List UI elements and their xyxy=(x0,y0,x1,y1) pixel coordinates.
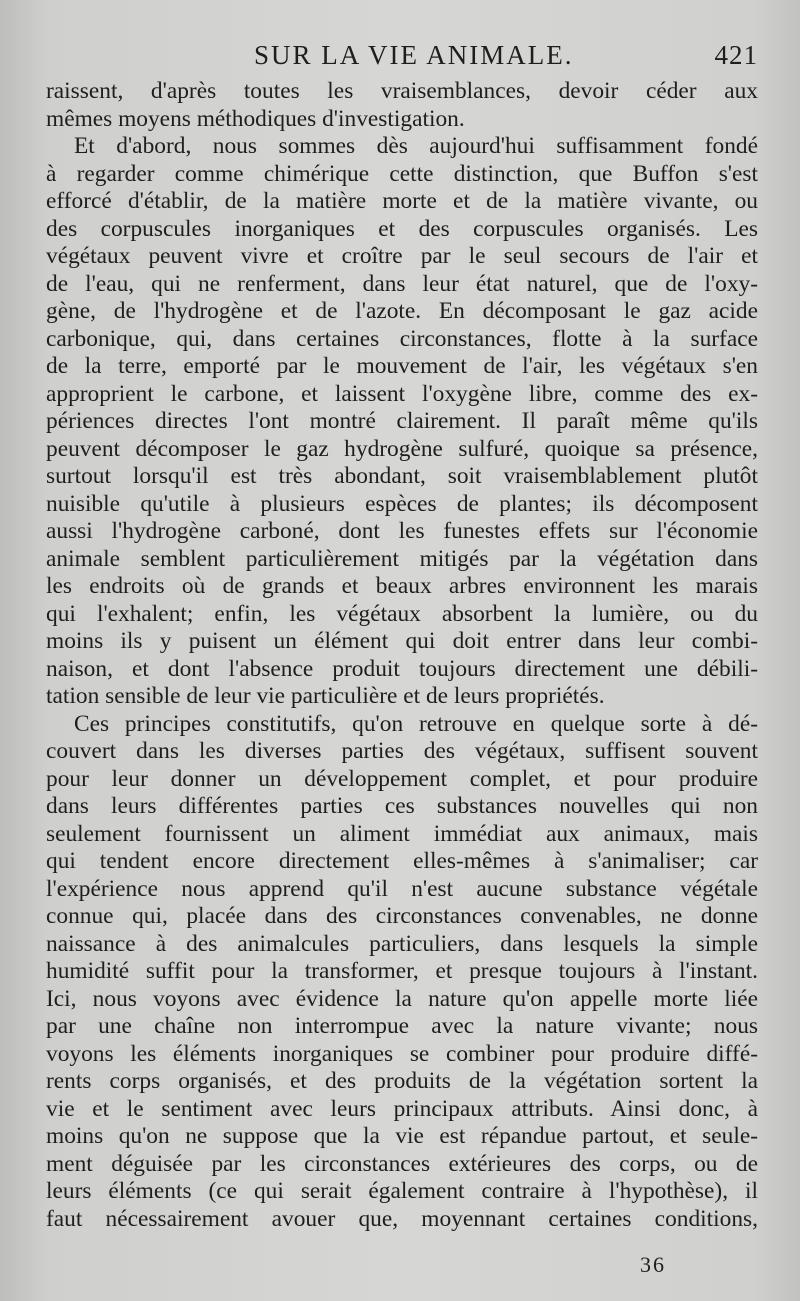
text-line: les endroits où de grands et beaux arbres environnent les marais xyxy=(46,573,758,599)
text-line: des corpuscules inorganiques et des corpuscules organisés. Les xyxy=(46,215,758,242)
text-line: ment déguisée par les circonstances extérieures des corps, ou de xyxy=(46,1150,758,1177)
text-line: faut nécessairement avouer que, moyennant certaines conditions, xyxy=(46,1205,758,1232)
running-title: SUR LA VIE ANIMALE. xyxy=(254,40,574,70)
text-line: leurs éléments (ce qui serait également contraire à l'hypothèse), il xyxy=(46,1178,758,1204)
text-line: dans leurs différentes parties ces substances nouvelles qui non xyxy=(46,793,758,819)
page-number: 421 xyxy=(714,40,758,70)
text-line: voyons les éléments inorganiques se combiner pour produire diffé- xyxy=(46,1040,758,1067)
text-line: peuvent décomposer le gaz hydrogène sulfuré, quoique sa présence, xyxy=(46,435,758,462)
text-line: végétaux peuvent vivre et croître par le seul secours de l'air et xyxy=(46,243,758,269)
text-line: vie et le sentiment avec leurs principaux attributs. Ainsi donc, à xyxy=(46,1095,758,1122)
text-line: aussi l'hydrogène carboné, dont les funestes effets sur l'économie xyxy=(46,518,758,544)
text-line: seulement fournissent un aliment immédiat aux animaux, mais xyxy=(46,820,758,847)
text-line: efforcé d'établir, de la matière morte et de la matière vivante, ou xyxy=(46,188,758,214)
text-line: rents corps organisés, et des produits de la végétation sortent la xyxy=(46,1068,758,1094)
text-line: qui l'exhalent; enfin, les végétaux absorbent la lumière, ou du xyxy=(46,600,758,627)
text-line: approprient le carbone, et laissent l'oxygène libre, comme des ex- xyxy=(46,380,758,407)
running-header xyxy=(0,40,800,74)
text-line: tation sensible de leur vie particulière et de leurs propriétés. xyxy=(46,683,605,709)
text-line: qui tendent encore directement elles-mêmes à s'animaliser; car xyxy=(46,848,758,874)
text-line: couvert dans les diverses parties des végétaux, suffisent souvent xyxy=(46,738,758,764)
text-line: naison, et dont l'absence produit toujours directement une débili- xyxy=(46,655,758,682)
text-line: naissance à des animalcules particuliers, dans lesquels la simple xyxy=(46,930,758,957)
text-line: connue qui, placée dans des circonstances convenables, ne donne xyxy=(46,903,758,929)
text-line: l'expérience nous apprend qu'il n'est aucune substance végétale xyxy=(46,875,758,902)
text-line: animale semblent particulièrement mitigés par la végétation dans xyxy=(46,545,758,572)
text-line: périences directes l'ont montré clairement. Il paraît même qu'ils xyxy=(46,408,758,434)
text-line: moins ils y puisent un élément qui doit entrer dans leur combi- xyxy=(46,628,758,654)
text-line: moins qu'on ne suppose que la vie est répandue partout, et seule- xyxy=(46,1123,758,1149)
text-line: nuisible qu'utile à plusieurs espèces de plantes; ils décomposent xyxy=(46,490,758,517)
body-text xyxy=(46,78,758,1233)
text-line: de l'eau, qui ne renferment, dans leur état naturel, que de l'oxy- xyxy=(46,270,758,297)
text-line: par une chaîne non interrompue avec la nature vivante; nous xyxy=(46,1013,758,1039)
text-line: Ces principes constitutifs, qu'on retrouve en quelque sorte à dé- xyxy=(74,710,758,737)
text-line: humidité suffit pour la transformer, et presque toujours à l'instant. xyxy=(46,958,758,984)
text-line: raissent, d'après toutes les vraisemblances, devoir céder aux xyxy=(46,78,758,104)
text-line: de la terre, emporté par le mouvement de l'air, les végétaux s'en xyxy=(46,353,758,379)
text-line: à regarder comme chimérique cette distinction, que Buffon s'est xyxy=(46,160,758,187)
text-line: Et d'abord, nous sommes dès aujourd'hui suffisamment fondé xyxy=(74,133,758,159)
text-line: pour leur donner un développement complet, et pour produire xyxy=(46,765,758,792)
text-line: mêmes moyens méthodiques d'investigation. xyxy=(46,105,465,132)
text-line: surtout lorsqu'il est très abondant, soit vraisemblablement plutôt xyxy=(46,463,758,489)
text-line: gène, de l'hydrogène et de l'azote. En décomposant le gaz acide xyxy=(46,298,758,324)
text-line: carbonique, qui, dans certaines circonstances, flotte à la surface xyxy=(46,325,758,352)
text-line: Ici, nous voyons avec évidence la nature qu'on appelle morte liée xyxy=(46,985,758,1012)
signature-mark: 36 xyxy=(640,1252,666,1277)
